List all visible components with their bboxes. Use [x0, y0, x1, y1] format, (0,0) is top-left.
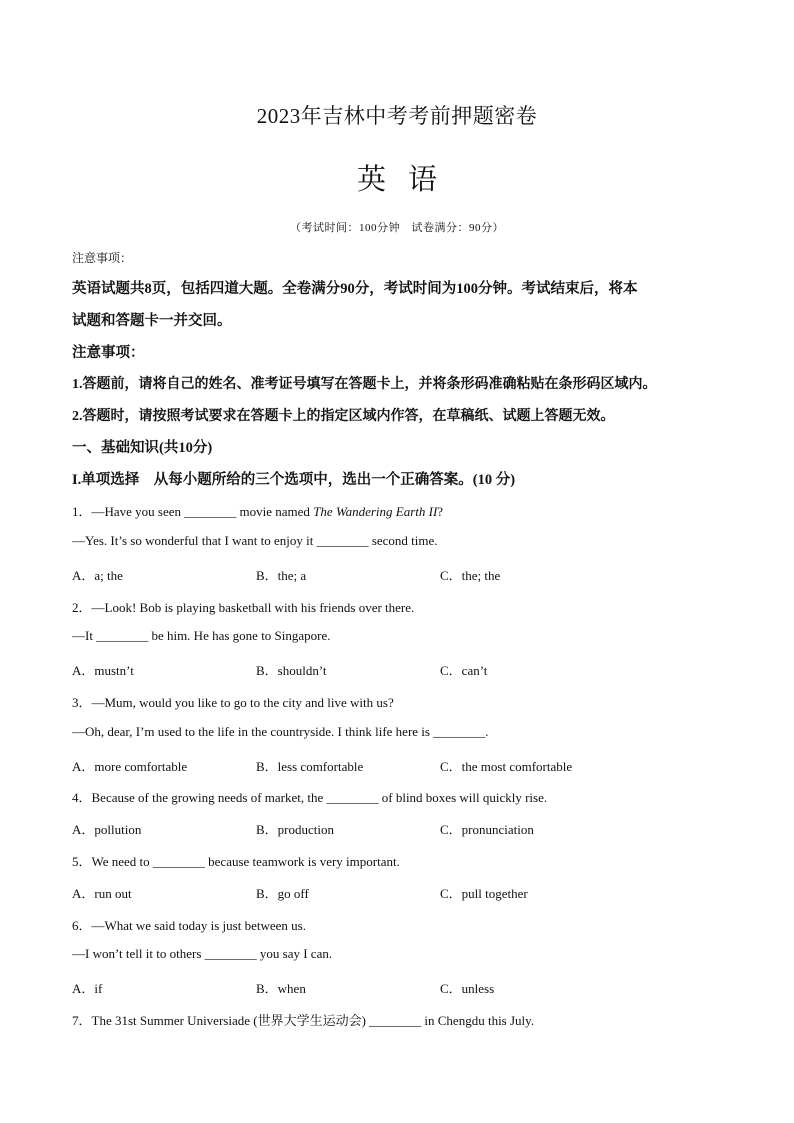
notice-item-1: 1.答题前，请将自己的姓名、准考证号填写在答题卡上，并将条形码准确粘贴在条形码区域内。	[72, 377, 657, 392]
subject-title: 英语	[356, 164, 459, 196]
notice-heading: 注意事项：	[72, 345, 145, 361]
question-1-reply: —Yes. It’s so wonderful that I want to enjoy it ________ second time.	[72, 533, 438, 548]
question-2-option-b[interactable]: B．shouldn’t	[256, 663, 327, 678]
question-3-option-b[interactable]: B．less comfortable	[256, 759, 364, 774]
question-1-option-b[interactable]: B．the; a	[256, 568, 307, 583]
exam-info: （考试时间：100分钟 试卷满分：90分）	[290, 222, 504, 234]
notice-intro-line1: 英语试题共8页，包括四道大题。全卷满分90分，考试时间为100分钟。考试结束后，将本	[72, 281, 638, 297]
question-6-option-b[interactable]: B．when	[256, 981, 306, 996]
question-5-option-a[interactable]: A．run out	[72, 886, 132, 901]
notice-label: 注意事项：	[72, 251, 133, 265]
notice-intro-line2: 试题和答题卡一并交回。	[72, 313, 232, 329]
question-2-option-a[interactable]: A．mustn’t	[72, 663, 134, 678]
part-title: 一、基础知识(共10分)	[72, 440, 213, 456]
question-6-option-a[interactable]: A．if	[72, 981, 103, 996]
question-5-stem: 5．We need to ________ because teamwork is very important.	[72, 854, 400, 869]
question-1-stem: 1．—Have you seen ________ movie named The Wandering Earth II?	[72, 504, 444, 519]
question-2-reply: —It ________ be him. He has gone to Singapore.	[72, 628, 331, 643]
notice-item-2: 2.答题时，请按照考试要求在答题卡上的指定区域内作答，在草稿纸、试题上答题无效。	[72, 409, 615, 424]
question-5-option-c[interactable]: C．pull together	[440, 886, 528, 901]
question-4-stem: 4．Because of the growing needs of market, the ________ of blind boxes will quickly rise.	[72, 790, 548, 805]
question-2-option-c[interactable]: C．can’t	[440, 663, 488, 678]
exam-title: 2023年吉林中考考前押题密卷	[256, 104, 538, 128]
question-4-option-a[interactable]: A．pollution	[72, 822, 142, 837]
question-4-option-c[interactable]: C．pronunciation	[440, 822, 534, 837]
question-6-reply: —I won’t tell it to others ________ you say I can.	[72, 946, 333, 961]
question-3-reply: —Oh, dear, I’m used to the life in the countryside. I think life here is ________.	[72, 724, 489, 739]
question-4-option-b[interactable]: B．production	[256, 822, 334, 837]
question-2-stem: 2．—Look! Bob is playing basketball with his friends over there.	[72, 600, 415, 615]
question-6-stem: 6．—What we said today is just between us.	[72, 918, 306, 933]
question-3-option-a[interactable]: A．more comfortable	[72, 759, 188, 774]
question-7-stem: 7．The 31st Summer Universiade (世界大学生运动会) ________ in Chengdu this July.	[72, 1013, 535, 1028]
question-3-option-c[interactable]: C．the most comfortable	[440, 759, 573, 774]
question-6-option-c[interactable]: C．unless	[440, 981, 495, 996]
question-5-option-b[interactable]: B．go off	[256, 886, 309, 901]
question-3-stem: 3．—Mum, would you like to go to the city and live with us?	[72, 695, 394, 710]
question-1-option-a[interactable]: A．a; the	[72, 568, 123, 583]
question-1-option-c[interactable]: C．the; the	[440, 568, 501, 583]
section-subtitle: I.单项选择 从每小题所给的三个选项中，选出一个正确答案。(10 分)	[72, 472, 516, 488]
movie-title: The Wandering Earth II	[313, 504, 438, 519]
